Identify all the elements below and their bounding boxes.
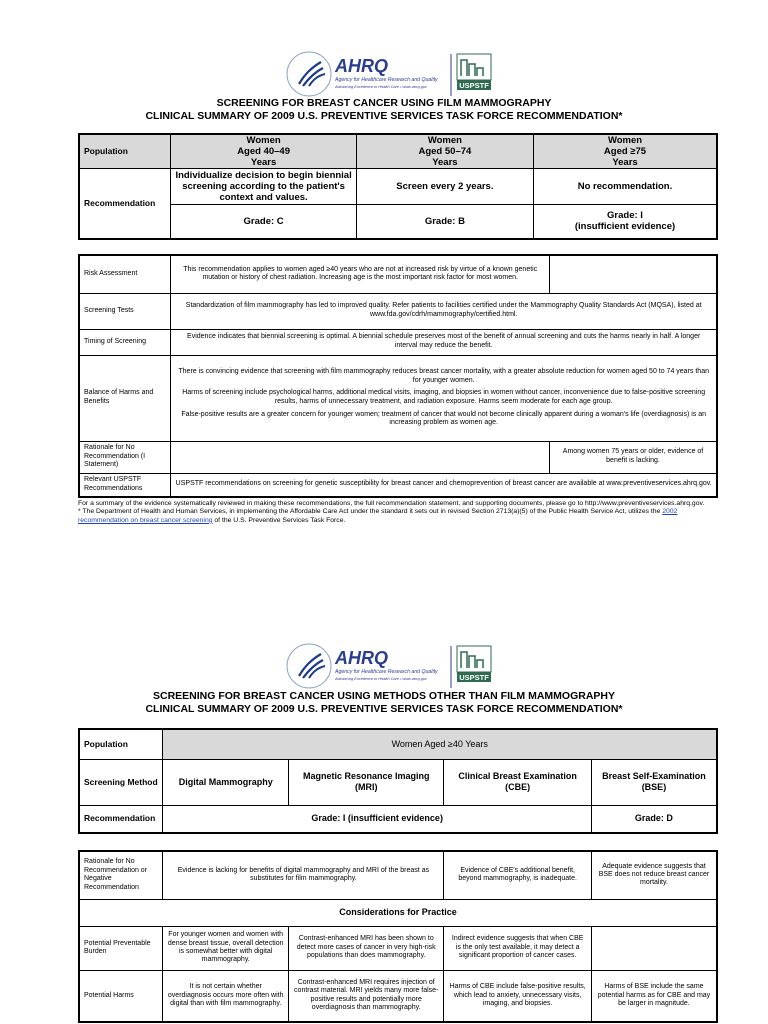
rationale-label-2: Rationale for No Recommendation or Negative Recommendation xyxy=(79,851,163,899)
recommendation-50-74: Screen every 2 years. xyxy=(356,169,533,205)
header-logo-2 xyxy=(285,640,495,692)
considerations-header: Considerations for Practice xyxy=(79,899,717,926)
harms-bse: Harms of BSE include the same potential harms as for CBE and may be larger in magnitude. xyxy=(591,970,717,1022)
rationale-dm-mri: Evidence is lacking for benefits of digital mammography and MRI of the breast as substitutes for film mammography. xyxy=(163,851,444,899)
rationale-label: Rationale for No Recommendation (I Statement) xyxy=(79,441,171,473)
harms-cbe: Harms of CBE include false-positive results, which lead to anxiety, unnecessary visits, imaging, and biopsies. xyxy=(444,970,591,1022)
burden-cbe: Indirect evidence suggests that when CBE is the only test available, it may detect a significant proportion of cancer cases. xyxy=(444,926,591,970)
agency-name: Agency for Healthcare Research and Quality xyxy=(335,669,438,675)
agency-tagline: Advancing Excellence in Health Care • www.ahrq.gov xyxy=(335,84,427,89)
screening-tests-text: Standardization of film mammography has led to improved quality. Refer patients to facilities certified under the Mammography Quality Standards Act (MQSA), listed at www.fda.gov/cdrh/mammography/certified.html. xyxy=(171,293,717,329)
method-bse: Breast Self-Examination (BSE) xyxy=(591,759,717,805)
burden-dm: For younger women and women with dense breast tissue, overall detection is somewhat better with digital mammography. xyxy=(163,926,289,970)
risk-assessment-text: This recommendation applies to women aged ≥40 years who are not at increased risk by virtue of a known genetic mutation or history of chest radiation. Increasing age is the most important risk factor for most women. xyxy=(171,255,550,293)
timing-text: Evidence indicates that biennial screening is optimal. A biennial schedule preserves most of the benefit of annual screening and cuts the harms nearly in half. A longer interval may reduce the benefit. xyxy=(171,329,717,355)
rationale-cbe: Evidence of CBE's additional benefit, beyond mammography, is inadequate. xyxy=(444,851,591,899)
population-75-plus: Women Aged ≥75 Years xyxy=(534,134,717,169)
footnote-summary: For a summary of the evidence systematically reviewed in making these recommendations, the full recommendation statement, and supporting documents, please go to http://www.preventiveservices.ahrq.gov. xyxy=(78,500,705,507)
section1-title-line2: CLINICAL SUMMARY OF 2009 U.S. PREVENTIVE SERVICES TASK FORCE RECOMMENDATION* xyxy=(145,110,623,122)
other-methods-summary-table xyxy=(78,728,718,834)
film-mammography-details-table xyxy=(78,254,718,498)
screening-tests-label: Screening Tests xyxy=(79,293,171,329)
footnotes xyxy=(78,500,728,525)
agency-tagline: Advancing Excellence in Health Care • www.ahrq.gov xyxy=(335,676,427,681)
population-label: Population xyxy=(79,134,171,169)
rationale-bse: Adequate evidence suggests that BSE does not reduce breast cancer mortality. xyxy=(591,851,717,899)
population-label-2: Population xyxy=(79,729,163,759)
population-50-74: Women Aged 50–74 Years xyxy=(356,134,533,169)
section2-title-line1: SCREENING FOR BREAST CANCER USING METHODS OTHER THAN FILM MAMMOGRAPHY xyxy=(153,690,615,702)
relevant-label: Relevant USPSTF Recommendations xyxy=(79,473,171,497)
grade-insufficient: Grade: I (insufficient evidence) xyxy=(163,805,591,833)
grade-75-plus: Grade: I (insufficient evidence) xyxy=(534,205,717,239)
grade-bse: Grade: D xyxy=(591,805,717,833)
grade-40-49: Grade: C xyxy=(171,205,356,239)
uspstf-logo-text: USPSTF xyxy=(459,81,489,90)
harms-mri: Contrast-enhanced MRI requires injection of contrast material. MRI yields many more false-positive results and potentially more overdiagnosis than mammography. xyxy=(289,970,444,1022)
agency-name: Agency for Healthcare Research and Quality xyxy=(335,77,438,83)
film-mammography-summary-table xyxy=(78,133,718,240)
recommendation-2002-link[interactable]: 2002 recommendation on breast cancer screening xyxy=(78,508,678,524)
population-value: Women Aged ≥40 Years xyxy=(163,729,717,759)
recommendation-40-49: Individualize decision to begin biennial screening according to the patient's context and values. xyxy=(171,169,356,205)
burden-mri: Contrast-enhanced MRI has been shown to detect more cases of cancer in very high-risk populations than does mammography. xyxy=(289,926,444,970)
method-digital-mammography: Digital Mammography xyxy=(163,759,289,805)
harms-dm: It is not certain whether overdiagnosis occurs more often with digital than with film mammography. xyxy=(163,970,289,1022)
section1-title xyxy=(0,97,768,123)
balance-text: There is convincing evidence that screening with film mammography reduces breast cancer mortality, with a greater absolute reduction for women aged 50 to 74 years than for younger women. Harms of screening include psychological harms, additional medical visits, imaging, and biopsies in women without cancer, inconvenience due to false-positive screening results, harms of unnecessary treatment, and radiation exposure. Harms seem moderate for each age group. False-positive results are a greater concern for younger women; treatment of cancer that would not become clinically apparent during a woman's life (overdiagnosis) is an increasing problem as women age. xyxy=(171,355,717,441)
footnote-hhs: * The Department of Health and Human Services, in implementing the Affordable Care Act under the standard it sets out in revised Section 2713(a)(5) of the Public Health Service Act, utilizes the 2002 recommendation on breast cancer screening of the U.S. Preventive Services Task Force. xyxy=(78,508,678,524)
rationale-text: Among women 75 years or older, evidence of benefit is lacking. xyxy=(550,441,717,473)
header-logo xyxy=(285,48,495,100)
section2-title xyxy=(0,690,768,716)
recommendation-label: Recommendation xyxy=(79,169,171,239)
recommendation-label-2: Recommendation xyxy=(79,805,163,833)
method-cbe: Clinical Breast Examination (CBE) xyxy=(444,759,591,805)
section1-title-line1: SCREENING FOR BREAST CANCER USING FILM MAMMOGRAPHY xyxy=(216,97,552,109)
grade-50-74: Grade: B xyxy=(356,205,533,239)
risk-assessment-label: Risk Assessment xyxy=(79,255,171,293)
screening-method-label: Screening Method xyxy=(79,759,163,805)
timing-label: Timing of Screening xyxy=(79,329,171,355)
ahrq-logo-text: AHRQ xyxy=(335,56,388,76)
harms-label: Potential Harms xyxy=(79,970,163,1022)
burden-label: Potential Preventable Burden xyxy=(79,926,163,970)
recommendation-75-plus: No recommendation. xyxy=(534,169,717,205)
other-methods-details-table xyxy=(78,850,718,1023)
uspstf-logo-text: USPSTF xyxy=(459,673,489,682)
section2-title-line2: CLINICAL SUMMARY OF 2009 U.S. PREVENTIVE SERVICES TASK FORCE RECOMMENDATION* xyxy=(145,703,623,715)
method-mri: Magnetic Resonance Imaging (MRI) xyxy=(289,759,444,805)
balance-label: Balance of Harms and Benefits xyxy=(79,355,171,441)
ahrq-logo-text: AHRQ xyxy=(335,648,388,668)
population-40-49: Women Aged 40–49 Years xyxy=(171,134,356,169)
relevant-text: USPSTF recommendations on screening for genetic susceptibility for breast cancer and chemoprevention of breast cancer are available at www.preventiveservices.ahrq.gov. xyxy=(171,473,717,497)
